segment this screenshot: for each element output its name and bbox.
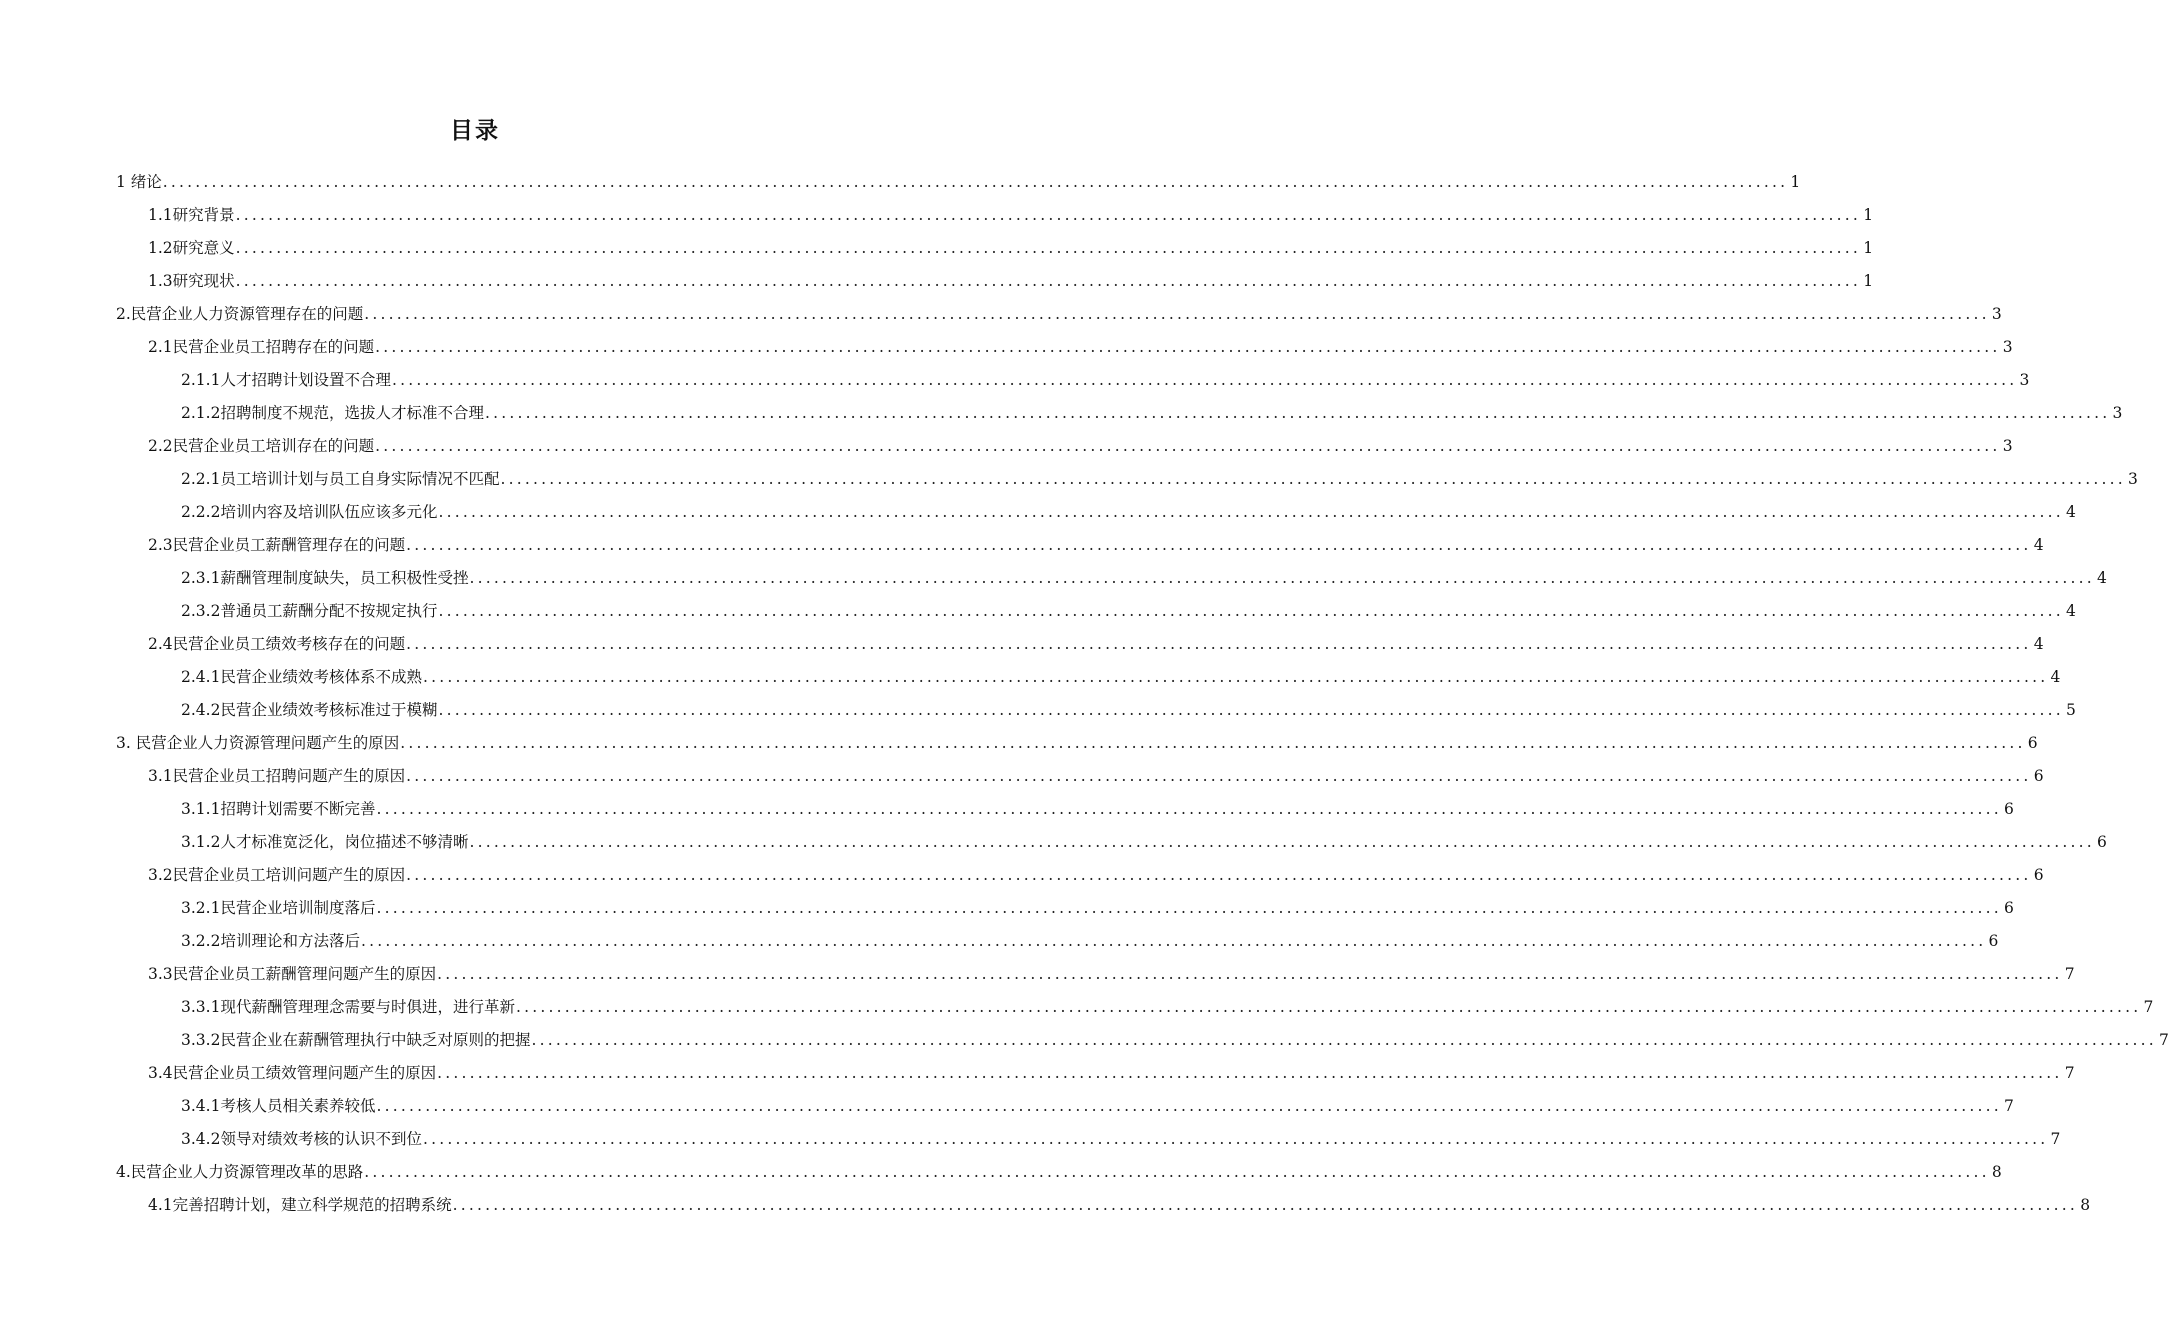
toc-entry-title: 4.民营企业人力资源管理改革的思路 (116, 1163, 364, 1181)
toc-entry[interactable] (0, 1123, 2061, 1156)
toc-entry-title: 3.3民营企业员工薪酬管理问题产生的原因 (148, 965, 437, 983)
toc-entry-page-number: 1 (1863, 206, 1874, 224)
toc-entry-page-number: 8 (1991, 1163, 2002, 1181)
toc-dot-leader: ........................................................................................................................................................................................................ (437, 965, 2063, 983)
toc-entry-page-number: 6 (2003, 800, 2014, 818)
toc-dot-leader: ........................................................................................................................................................................................................ (515, 998, 2142, 1016)
toc-dot-leader: ........................................................................................................................................................................................................ (375, 437, 2001, 455)
toc-entry-title: 3.3.2民营企业在薪酬管理执行中缺乏对原则的把握 (181, 1031, 531, 1049)
toc-entry-title: 1.2研究意义 (148, 239, 235, 257)
toc-entry-page-number: 4 (2033, 635, 2044, 653)
toc-entry-page-number: 3 (2127, 470, 2138, 488)
toc-entry[interactable] (0, 331, 2013, 364)
toc-dot-leader: ........................................................................................................................................................................................................ (376, 1097, 2002, 1115)
toc-entry[interactable] (0, 1024, 2169, 1057)
toc-entry-title: 3.1.2人才标准宽泛化，岗位描述不够清晰 (181, 833, 469, 851)
toc-entry[interactable] (0, 529, 2044, 562)
toc-dot-leader: ........................................................................................................................................................................................................ (437, 1064, 2063, 1082)
toc-entry[interactable] (0, 364, 2030, 397)
toc-entry[interactable] (0, 727, 2038, 760)
toc-entry[interactable] (0, 826, 2107, 859)
toc-entry-title: 2.1民营企业员工招聘存在的问题 (148, 338, 375, 356)
toc-entry-page-number: 5 (2065, 701, 2076, 719)
toc-dot-leader: ........................................................................................................................................................................................................ (469, 569, 2095, 587)
toc-entry-page-number: 4 (2065, 503, 2076, 521)
toc-dot-leader: ........................................................................................................................................................................................................ (438, 503, 2064, 521)
toc-entry[interactable] (0, 595, 2076, 628)
toc-entry-page-number: 7 (2064, 965, 2075, 983)
toc-entry-page-number: 3 (2112, 404, 2123, 422)
toc-dot-leader: ........................................................................................................................................................................................................ (406, 767, 2032, 785)
toc-dot-leader: ........................................................................................................................................................................................................ (364, 305, 1990, 323)
toc-entry[interactable] (0, 793, 2014, 826)
toc-entry-title: 2.3.2普通员工薪酬分配不按规定执行 (181, 602, 438, 620)
toc-entry-page-number: 3 (2002, 437, 2013, 455)
toc-dot-leader: ........................................................................................................................................................................................................ (438, 701, 2064, 719)
toc-entry-page-number: 4 (2096, 569, 2107, 587)
toc-entry-title: 3.4民营企业员工绩效管理问题产生的原因 (148, 1064, 437, 1082)
toc-dot-leader: ........................................................................................................................................................................................................ (500, 470, 2126, 488)
toc-entry-page-number: 4 (2065, 602, 2076, 620)
toc-dot-leader: ........................................................................................................................................................................................................ (422, 1130, 2049, 1148)
toc-entry-title: 1.1研究背景 (148, 206, 235, 224)
toc-entry[interactable] (0, 628, 2044, 661)
toc-entry[interactable] (0, 496, 2076, 529)
toc-entry-page-number: 6 (2033, 767, 2044, 785)
toc-entry-title: 3.1.1招聘计划需要不断完善 (181, 800, 376, 818)
toc-entry-page-number: 3 (1991, 305, 2002, 323)
toc-dot-leader: ........................................................................................................................................................................................................ (422, 668, 2049, 686)
toc-entry-title: 3. 民营企业人力资源管理问题产生的原因 (116, 734, 400, 752)
toc-entry-page-number: 6 (2027, 734, 2038, 752)
toc-dot-leader: ........................................................................................................................................................................................................ (531, 1031, 2157, 1049)
toc-entry-page-number: 1 (1790, 173, 1801, 191)
toc-list (0, 166, 2169, 1222)
toc-dot-leader: ........................................................................................................................................................................................................ (484, 404, 2111, 422)
toc-entry[interactable] (0, 958, 2075, 991)
toc-entry[interactable] (0, 991, 2154, 1024)
toc-dot-leader: ........................................................................................................................................................................................................ (391, 371, 2018, 389)
toc-entry[interactable] (0, 1057, 2075, 1090)
toc-entry[interactable] (0, 925, 1999, 958)
toc-entry[interactable] (0, 166, 1801, 199)
toc-entry-title: 2.1.2招聘制度不规范，选拔人才标准不合理 (181, 404, 484, 422)
toc-entry[interactable] (0, 892, 2014, 925)
toc-dot-leader: ........................................................................................................................................................................................................ (376, 899, 2002, 917)
toc-entry-title: 2.2民营企业员工培训存在的问题 (148, 437, 375, 455)
toc-entry-page-number: 8 (2080, 1196, 2091, 1214)
toc-entry-title: 2.4.1民营企业绩效考核体系不成熟 (181, 668, 422, 686)
toc-entry[interactable] (0, 265, 1874, 298)
toc-entry-title: 2.民营企业人力资源管理存在的问题 (116, 305, 364, 323)
toc-entry-title: 2.2.1员工培训计划与员工自身实际情况不匹配 (181, 470, 500, 488)
toc-entry[interactable] (0, 1156, 2002, 1189)
toc-entry-page-number: 6 (2003, 899, 2014, 917)
toc-entry[interactable] (0, 859, 2044, 892)
toc-dot-leader: ........................................................................................................................................................................................................ (406, 635, 2032, 653)
toc-entry-title: 3.1民营企业员工招聘问题产生的原因 (148, 767, 406, 785)
toc-entry-title: 3.4.2领导对绩效考核的认识不到位 (181, 1130, 422, 1148)
toc-entry-page-number: 7 (2143, 998, 2154, 1016)
toc-entry[interactable] (0, 1090, 2014, 1123)
toc-entry-page-number: 1 (1863, 239, 1874, 257)
toc-entry-page-number: 3 (2019, 371, 2030, 389)
toc-entry-title: 1.3研究现状 (148, 272, 235, 290)
toc-entry-title: 2.2.2培训内容及培训队伍应该多元化 (181, 503, 438, 521)
toc-entry[interactable] (0, 463, 2138, 496)
toc-entry-title: 2.1.1人才招聘计划设置不合理 (181, 371, 391, 389)
toc-dot-leader: ........................................................................................................................................................................................................ (469, 833, 2095, 851)
toc-dot-leader: ........................................................................................................................................................................................................ (438, 602, 2064, 620)
toc-dot-leader: ........................................................................................................................................................................................................ (376, 800, 2002, 818)
toc-entry-page-number: 7 (2003, 1097, 2014, 1115)
toc-dot-leader: ........................................................................................................................................................................................................ (235, 206, 1862, 224)
toc-entry-title: 2.3民营企业员工薪酬管理存在的问题 (148, 536, 406, 554)
toc-entry-title: 3.4.1考核人员相关素养较低 (181, 1097, 376, 1115)
toc-entry-title: 2.3.1薪酬管理制度缺失，员工积极性受挫 (181, 569, 469, 587)
toc-dot-leader: ........................................................................................................................................................................................................ (406, 866, 2032, 884)
toc-dot-leader: ........................................................................................................................................................................................................ (452, 1196, 2079, 1214)
toc-entry-page-number: 4 (2050, 668, 2061, 686)
toc-entry-page-number: 1 (1863, 272, 1874, 290)
toc-entry[interactable] (0, 661, 2061, 694)
toc-entry-page-number: 6 (2033, 866, 2044, 884)
toc-entry-title: 2.4民营企业员工绩效考核存在的问题 (148, 635, 406, 653)
toc-dot-leader: ........................................................................................................................................................................................................ (406, 536, 2032, 554)
toc-entry-title: 2.4.2民营企业绩效考核标准过于模糊 (181, 701, 438, 719)
toc-entry-page-number: 7 (2158, 1031, 2169, 1049)
toc-entry-page-number: 7 (2064, 1064, 2075, 1082)
toc-entry-page-number: 6 (1988, 932, 1999, 950)
toc-entry[interactable] (0, 199, 1874, 232)
toc-entry[interactable] (0, 694, 2076, 727)
toc-entry[interactable] (0, 1189, 2091, 1222)
toc-dot-leader: ........................................................................................................................................................................................................ (235, 272, 1862, 290)
toc-entry[interactable] (0, 430, 2013, 463)
toc-entry[interactable] (0, 298, 2002, 331)
toc-entry[interactable] (0, 760, 2044, 793)
toc-entry-page-number: 3 (2002, 338, 2013, 356)
toc-entry-title: 3.3.1现代薪酬管理理念需要与时俱进，进行革新 (181, 998, 515, 1016)
toc-dot-leader: ........................................................................................................................................................................................................ (375, 338, 2001, 356)
toc-entry-title: 4.1完善招聘计划，建立科学规范的招聘系统 (148, 1196, 452, 1214)
toc-entry-page-number: 7 (2050, 1130, 2061, 1148)
toc-entry-title: 3.2.1民营企业培训制度落后 (181, 899, 376, 917)
toc-dot-leader: ........................................................................................................................................................................................................ (400, 734, 2026, 752)
toc-dot-leader: ........................................................................................................................................................................................................ (235, 239, 1862, 257)
toc-entry[interactable] (0, 397, 2123, 430)
toc-entry-page-number: 4 (2033, 536, 2044, 554)
toc-entry-page-number: 6 (2096, 833, 2107, 851)
toc-dot-leader: ........................................................................................................................................................................................................ (162, 173, 1789, 191)
toc-dot-leader: ........................................................................................................................................................................................................ (364, 1163, 1990, 1181)
toc-dot-leader: ........................................................................................................................................................................................................ (360, 932, 1987, 950)
toc-entry-title: 3.2民营企业员工培训问题产生的原因 (148, 866, 406, 884)
toc-entry-title: 3.2.2培训理论和方法落后 (181, 932, 360, 950)
toc-entry[interactable] (0, 232, 1874, 265)
toc-entry-title: 1 绪论 (116, 173, 162, 191)
toc-entry[interactable] (0, 562, 2107, 595)
toc-title: 目录 (450, 118, 500, 144)
